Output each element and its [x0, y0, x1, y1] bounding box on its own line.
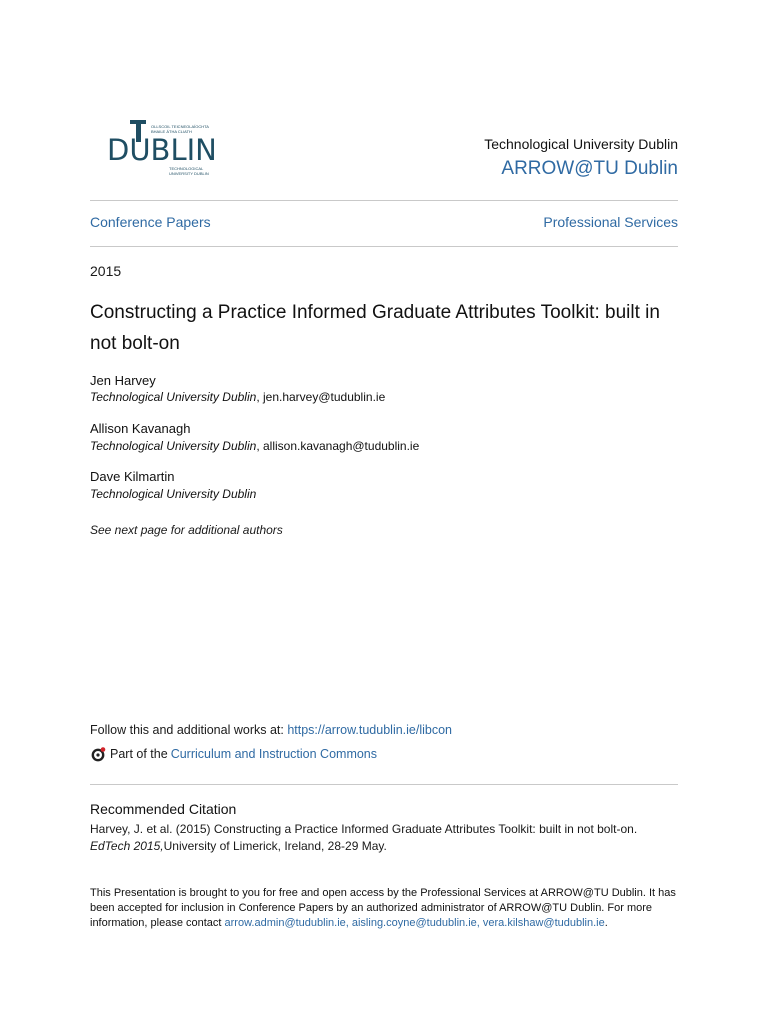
author-email: , allison.kavanagh@tudublin.ie: [256, 439, 420, 453]
logo-irish-text: OLLSCOIL TEICNEOLAÍOCHTA BHAILE ÁTHA CLIATH: [151, 124, 209, 134]
logo-english-text: TECHNOLOGICAL UNIVERSITY DUBLIN: [169, 166, 209, 176]
logo-wordmark: DUBLIN: [107, 133, 217, 167]
contact-emails-link[interactable]: arrow.admin@tudublin.ie, aisling.coyne@tudublin.ie, vera.kilshaw@tudublin.ie: [224, 917, 605, 929]
citation-venue: EdTech 2015,: [90, 839, 164, 853]
publication-year: 2015: [90, 263, 122, 279]
commons-discipline-link[interactable]: Curriculum and Instruction Commons: [170, 747, 378, 761]
citation-heading: Recommended Citation: [90, 801, 237, 817]
citation-text: [90, 821, 690, 855]
paper-title: Constructing a Practice Informed Graduate Attributes Toolkit: built in not bolt-on: [90, 302, 660, 354]
citation-line-1: Harvey, J. et al. (2015) Constructing a Practice Informed Graduate Attributes Toolkit: built in not bolt-on.: [90, 822, 638, 836]
access-notice: [90, 886, 678, 931]
author-name: Jen Harvey: [90, 373, 156, 388]
affiliation-text: Technological University Dublin: [90, 487, 257, 501]
citation-line-2: [90, 838, 690, 855]
tu-dublin-logo: [107, 118, 217, 180]
author-name: Allison Kavanagh: [90, 421, 191, 436]
follow-prefix: Follow this and additional works at:: [90, 723, 288, 737]
divider: [90, 246, 678, 247]
divider: [90, 200, 678, 201]
author-email: , jen.harvey@tudublin.ie: [256, 390, 386, 404]
institution-name: Technological University Dublin: [484, 136, 678, 152]
divider: [90, 784, 678, 785]
author-affiliation: [90, 439, 419, 453]
commons-network-icon: [90, 746, 106, 762]
part-of-line: [90, 746, 377, 762]
author-affiliation: [90, 390, 385, 404]
access-notice-end: .: [604, 917, 608, 929]
author-affiliation: [90, 487, 256, 501]
access-notice-text: This Presentation is brought to you for free and open access by the Professional Services at ARROW@TU Dublin. It has been accepted for inclusion in Conference Papers by an authorized administrator of ARROW@TU Dublin. For more information, please contact: [90, 887, 676, 929]
citation-location: University of Limerick, Ireland, 28-29 May.: [163, 839, 387, 853]
affiliation-text: Technological University Dublin: [90, 390, 257, 404]
author-name: Dave Kilmartin: [90, 469, 175, 484]
follow-line: [90, 723, 452, 737]
professional-services-link[interactable]: Professional Services: [543, 214, 678, 230]
part-of-prefix: Part of the: [110, 747, 168, 761]
conference-papers-link[interactable]: Conference Papers: [90, 214, 211, 230]
affiliation-text: Technological University Dublin: [90, 439, 257, 453]
additional-authors-note: See next page for additional authors: [90, 523, 283, 537]
collection-url-link[interactable]: https://arrow.tudublin.ie/libcon: [287, 723, 453, 737]
repository-link[interactable]: ARROW@TU Dublin: [501, 158, 678, 179]
